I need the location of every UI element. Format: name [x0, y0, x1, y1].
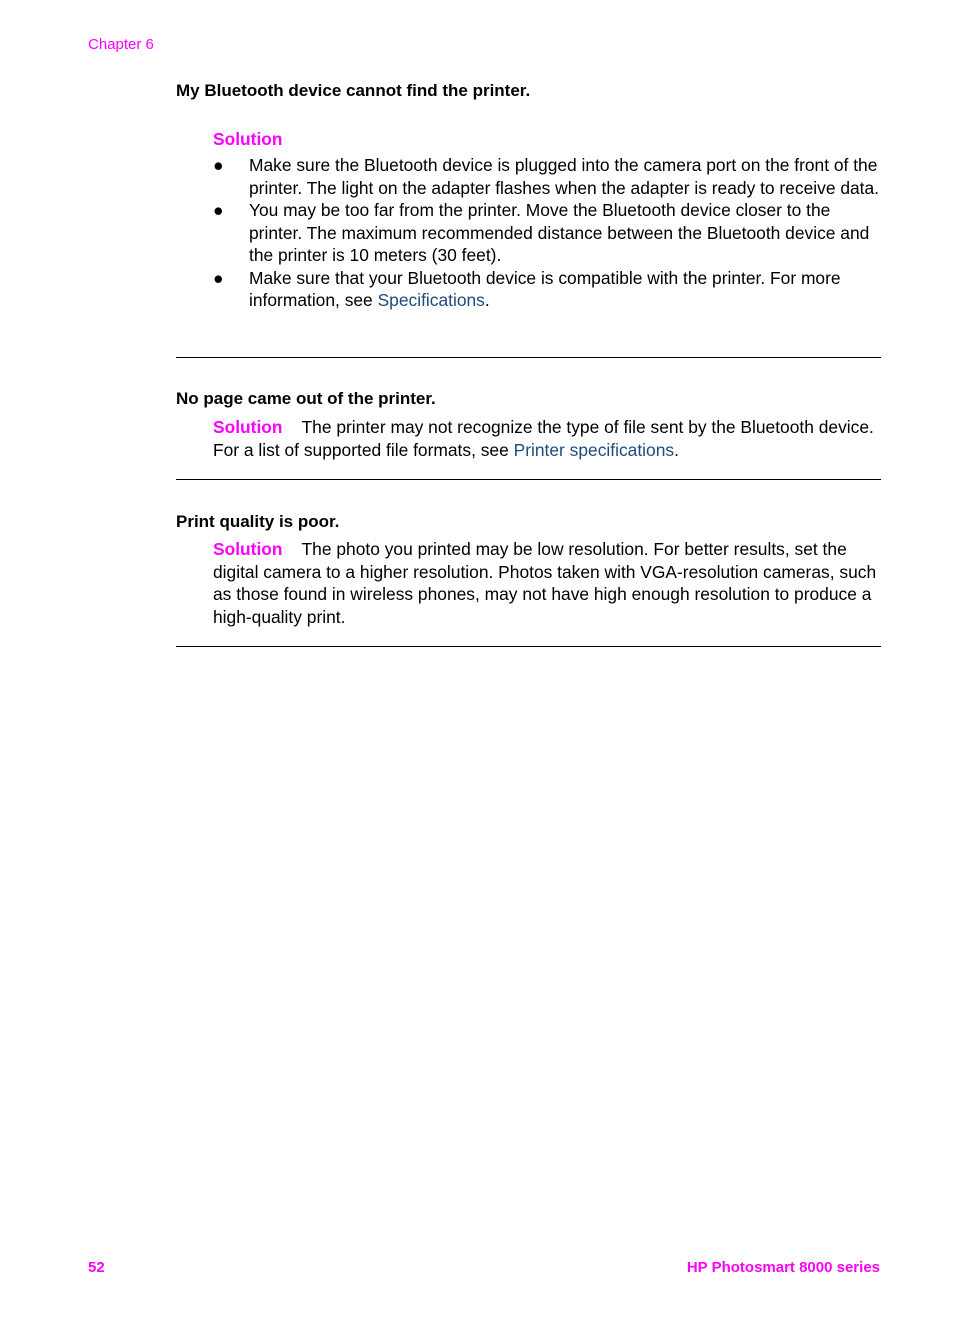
list-item-text: Make sure that your Bluetooth device is compatible with the printer. For more information, see — [249, 267, 841, 310]
list-item — [213, 267, 881, 312]
list-item-text: Make sure the Bluetooth device is plugged into the camera port on the front of the printer. The light on the adapter flashes when the adapter is ready to receive data. — [249, 155, 880, 198]
bullet-icon: ● — [213, 267, 224, 288]
solution-text: The photo you printed may be low resolution. For better results, set the digital camera to a higher resolution. Photos taken with VGA-resolution cameras, such as those found in wireless phones, may not have high enough resolution to produce a high-quality print. — [213, 539, 877, 627]
solution-label: Solution — [213, 417, 283, 437]
specifications-link[interactable]: Specifications — [377, 290, 485, 310]
list-item-text: You may be too far from the printer. Move the Bluetooth device closer to the printer. The maximum recommended distance between the Bluetooth device and the printer is 10 meters (30 feet). — [249, 200, 870, 265]
product-name: HP Photosmart 8000 series — [686, 1259, 880, 1276]
section-bluetooth-not-found — [176, 80, 881, 312]
section-divider — [176, 479, 881, 480]
solution-block — [213, 416, 881, 461]
bullet-icon: ● — [213, 200, 224, 220]
solution-label: Solution — [213, 129, 283, 149]
solution-label: Solution — [213, 539, 283, 559]
solution-block — [213, 128, 881, 312]
list-item-end: . — [484, 290, 490, 310]
list-item — [213, 199, 881, 267]
solution-block — [213, 538, 881, 628]
printer-specifications-link[interactable]: Printer specifications — [513, 439, 675, 460]
page-number: 52 — [88, 1259, 105, 1276]
solution-text: The printer may not recognize the type of file sent by the Bluetooth device. For a list of supported file formats, see — [213, 417, 874, 460]
solution-end: . — [674, 439, 679, 460]
section-print-quality — [176, 511, 881, 628]
section-title: No page came out of the printer. — [176, 389, 436, 408]
chapter-header: Chapter 6 — [88, 36, 154, 53]
bullet-icon: ● — [213, 155, 224, 175]
section-divider — [176, 357, 881, 358]
solution-list — [213, 154, 881, 312]
list-item — [213, 154, 881, 199]
section-no-page — [176, 388, 881, 461]
section-title: Print quality is poor. — [176, 512, 340, 531]
section-title: My Bluetooth device cannot find the printer. — [176, 81, 531, 100]
section-divider — [176, 646, 881, 647]
